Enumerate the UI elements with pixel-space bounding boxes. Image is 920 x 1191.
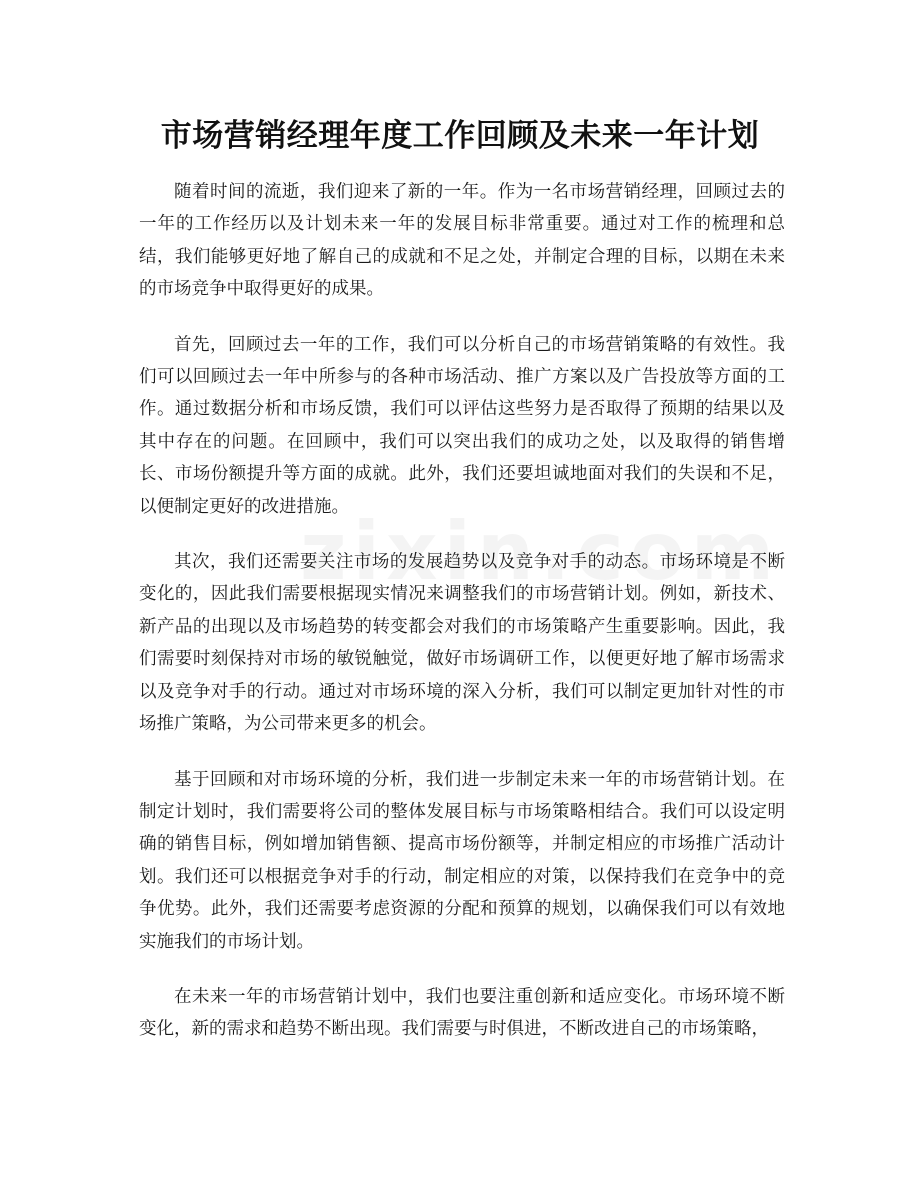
paragraph-2: 首先，回顾过去一年的工作，我们可以分析自己的市场营销策略的有效性。我们可以回顾过去一年中所参与的各种市场活动、推广方案以及广告投放等方面的工作。通过数据分析和市场反馈，我们可以评估这些努力是否取得了预期的结果以及其中存在的问题。在回顾中，我们可以突出我们的成功之处，以及取得的销售增长、市场份额提升等方面的成就。此外，我们还要坦诚地面对我们的失误和不足，以便制定更好的改进措施。 [139, 334, 785, 517]
paragraph-4: 基于回顾和对市场环境的分析，我们进一步制定未来一年的市场营销计划。在制定计划时，我们需要将公司的整体发展目标与市场策略相结合。我们可以设定明确的销售目标，例如增加销售额、提高市场份额等，并制定相应的市场推广活动计划。我们还可以根据竞争对手的行动，制定相应的对策，以保持我们在竞争中的竞争优势。此外，我们还需要考虑资源的分配和预算的规划，以确保我们可以有效地实施我们的市场计划。 [139, 769, 785, 952]
paragraph-5: 在未来一年的市场营销计划中，我们也要注重创新和适应变化。市场环境不断变化，新的需求和趋势不断出现。我们需要与时俱进，不断改进自己的市场策略， [139, 986, 785, 1040]
paragraph-3: 其次，我们还需要关注市场的发展趋势以及竞争对手的动态。市场环境是不断变化的，因此我们需要根据现实情况来调整我们的市场营销计划。例如，新技术、新产品的出现以及市场趋势的转变都会对我们的市场策略产生重要影响。因此，我们需要时刻保持对市场的敏锐触觉，做好市场调研工作，以便更好地了解市场需求以及竞争对手的行动。通过对市场环境的深入分析，我们可以制定更加针对性的市场推广策略，为公司带来更多的机会。 [139, 552, 785, 735]
document-title: 市场营销经理年度工作回顾及未来一年计划 [160, 118, 760, 154]
document-body [139, 176, 785, 1069]
paragraph-1: 随着时间的流逝，我们迎来了新的一年。作为一名市场营销经理，回顾过去的一年的工作经历以及计划未来一年的发展目标非常重要。通过对工作的梳理和总结，我们能够更好地了解自己的成就和不足之处，并制定合理的目标，以期在未来的市场竞争中取得更好的成果。 [139, 182, 785, 300]
